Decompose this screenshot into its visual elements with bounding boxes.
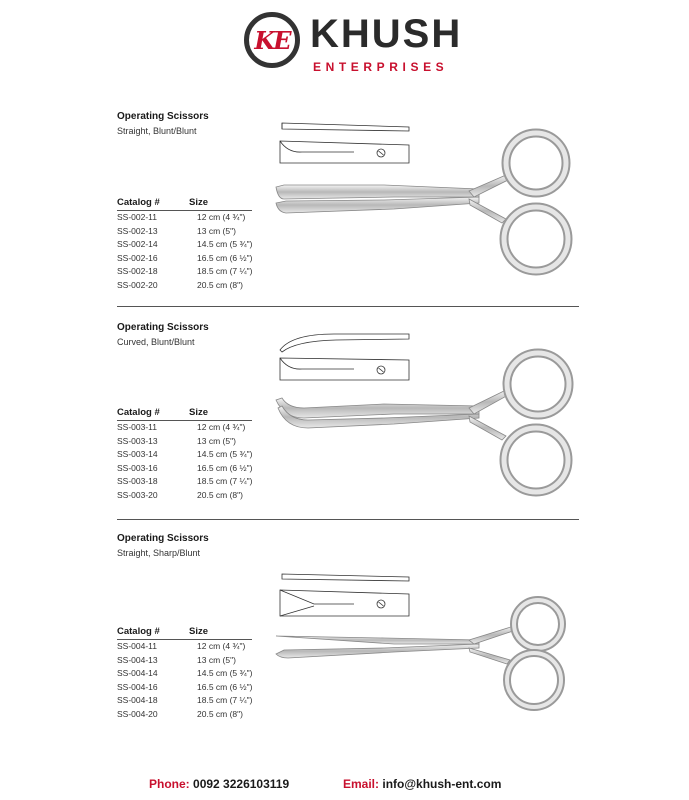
header-catalog: Catalog # bbox=[117, 407, 160, 418]
table-header bbox=[117, 407, 252, 421]
section-title: Operating Scissors bbox=[117, 111, 209, 122]
table-header bbox=[117, 197, 252, 211]
straight-blunt-scissors-illustration bbox=[274, 115, 584, 285]
email-contact bbox=[343, 777, 501, 791]
section-subtitle: Curved, Blunt/Blunt bbox=[117, 337, 195, 347]
size-value: 13 cm (5") bbox=[197, 654, 236, 665]
section-subtitle: Straight, Sharp/Blunt bbox=[117, 548, 201, 558]
straight-sharp-scissors-illustration bbox=[274, 566, 584, 716]
size-value: 16.5 cm (6 ½") bbox=[197, 681, 253, 692]
size-value: 14.5 cm (5 ¾") bbox=[197, 668, 253, 679]
catalog-number: SS-002-13 bbox=[117, 225, 158, 236]
table-row bbox=[117, 489, 267, 503]
logo-mark: KE bbox=[254, 25, 290, 55]
table-row bbox=[117, 238, 267, 252]
header-catalog: Catalog # bbox=[117, 626, 160, 637]
catalog-number: SS-004-20 bbox=[117, 708, 158, 719]
brand-name: KHUSH bbox=[310, 12, 463, 56]
phone-contact bbox=[149, 777, 289, 791]
phone-number[interactable]: 0092 3226103119 bbox=[193, 777, 290, 791]
table-row bbox=[117, 225, 267, 239]
catalog-number: SS-003-20 bbox=[117, 489, 158, 500]
logo-emblem-icon bbox=[244, 12, 300, 68]
size-value: 12 cm (4 ¾") bbox=[197, 212, 246, 222]
table-row bbox=[117, 435, 267, 449]
table-header bbox=[117, 626, 252, 640]
section-subtitle: Straight, Blunt/Blunt bbox=[117, 126, 197, 136]
catalog-number: SS-002-18 bbox=[117, 266, 158, 277]
size-value: 20.5 cm (8") bbox=[197, 279, 244, 290]
catalog-number: SS-004-18 bbox=[117, 695, 158, 706]
table-row bbox=[117, 448, 267, 462]
catalog-number: SS-004-11 bbox=[117, 641, 158, 651]
catalog-number: SS-002-20 bbox=[117, 279, 158, 290]
header-size: Size bbox=[189, 407, 209, 418]
size-value: 16.5 cm (6 ½") bbox=[197, 462, 253, 473]
table-row bbox=[117, 667, 267, 681]
size-value: 16.5 cm (6 ½") bbox=[197, 252, 253, 263]
catalog-number: SS-003-18 bbox=[117, 476, 158, 487]
catalog-table bbox=[117, 626, 267, 722]
size-value: 13 cm (5") bbox=[197, 225, 236, 236]
section-title: Operating Scissors bbox=[117, 322, 209, 333]
header-size: Size bbox=[189, 197, 209, 208]
email-address[interactable]: info@khush-ent.com bbox=[382, 777, 502, 791]
table-row bbox=[117, 279, 267, 293]
email-label: Email: bbox=[343, 777, 380, 791]
size-value: 14.5 cm (5 ¾") bbox=[197, 239, 253, 250]
table-row bbox=[117, 421, 267, 435]
phone-label: Phone: bbox=[149, 777, 190, 791]
size-value: 13 cm (5") bbox=[197, 435, 236, 446]
catalog-number: SS-002-11 bbox=[117, 212, 158, 222]
size-value: 18.5 cm (7 ¼") bbox=[197, 266, 253, 277]
catalog-number: SS-004-16 bbox=[117, 681, 158, 692]
catalog-number: SS-003-13 bbox=[117, 435, 158, 446]
table-row bbox=[117, 252, 267, 266]
table-row bbox=[117, 211, 267, 225]
table-row bbox=[117, 708, 267, 722]
catalog-table bbox=[117, 407, 267, 503]
table-row bbox=[117, 475, 267, 489]
size-value: 12 cm (4 ¾") bbox=[197, 641, 246, 651]
catalog-number: SS-003-16 bbox=[117, 462, 158, 473]
catalog-number: SS-002-16 bbox=[117, 252, 158, 263]
catalog-number: SS-003-11 bbox=[117, 422, 158, 432]
size-value: 12 cm (4 ¾") bbox=[197, 422, 246, 432]
catalog-table bbox=[117, 197, 267, 293]
section-divider bbox=[117, 519, 579, 520]
table-row bbox=[117, 462, 267, 476]
catalog-number: SS-004-14 bbox=[117, 668, 158, 679]
table-row bbox=[117, 640, 267, 654]
size-value: 20.5 cm (8") bbox=[197, 489, 244, 500]
catalog-number: SS-004-13 bbox=[117, 654, 158, 665]
curved-blunt-scissors-illustration bbox=[274, 328, 584, 498]
table-row bbox=[117, 265, 267, 279]
size-value: 18.5 cm (7 ¼") bbox=[197, 695, 253, 706]
section-divider bbox=[117, 306, 579, 307]
section-title: Operating Scissors bbox=[117, 533, 209, 544]
brand-logo bbox=[242, 10, 462, 80]
size-value: 18.5 cm (7 ¼") bbox=[197, 476, 253, 487]
header-catalog: Catalog # bbox=[117, 197, 160, 208]
header-size: Size bbox=[189, 626, 209, 637]
catalog-number: SS-003-14 bbox=[117, 449, 158, 460]
table-row bbox=[117, 654, 267, 668]
size-value: 20.5 cm (8") bbox=[197, 708, 244, 719]
table-row bbox=[117, 681, 267, 695]
brand-subtitle: ENTERPRISES bbox=[313, 60, 449, 74]
catalog-number: SS-002-14 bbox=[117, 239, 158, 250]
table-row bbox=[117, 694, 267, 708]
size-value: 14.5 cm (5 ¾") bbox=[197, 449, 253, 460]
